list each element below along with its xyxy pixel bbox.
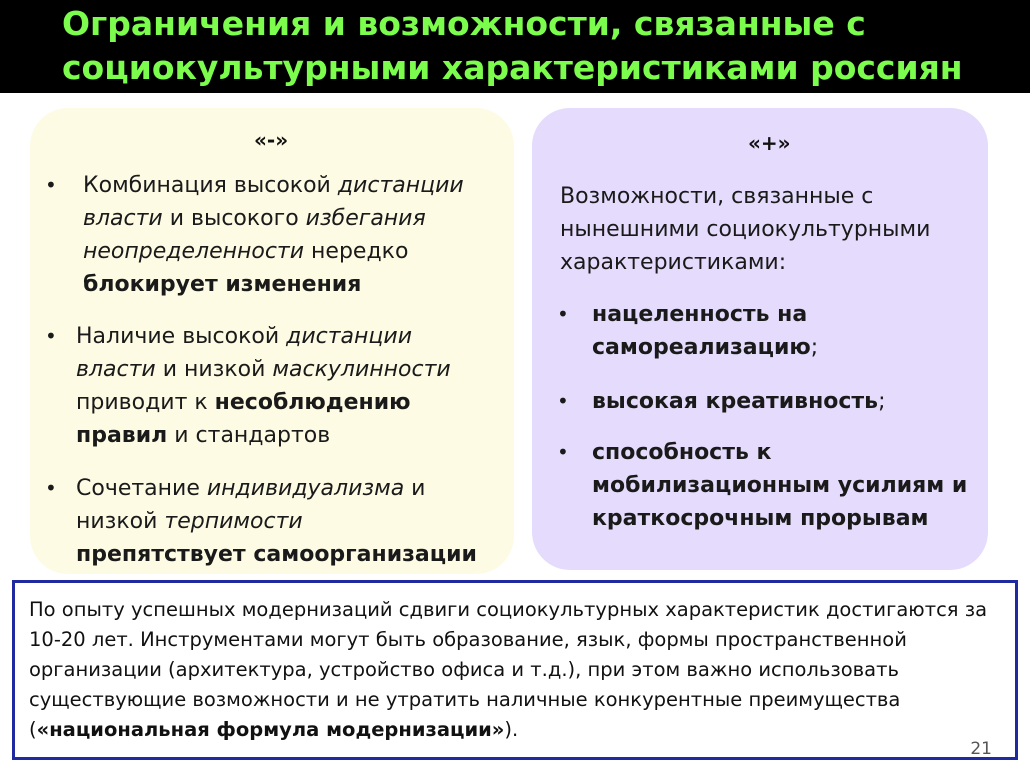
- negatives-heading: «-»: [254, 128, 289, 152]
- slide-title-line2: социокультурными характеристиками россиян: [62, 48, 963, 87]
- bullet-icon: •: [45, 173, 57, 197]
- bullet-icon: •: [557, 440, 569, 464]
- conclusion-text: По опыту успешных модернизаций сдвиги социокультурных характеристик достигаются за 10-20 лет. Инструментами могут быть образование, язык, формы пространственной организации (архитектура, устройство офиса и т.д.), при этом важно использовать существующие возможности и не утратить наличные конкурентные преимущества («национальная формула модернизации»).: [29, 598, 988, 741]
- bullet-icon: •: [557, 389, 569, 413]
- bullet-icon: •: [557, 302, 569, 326]
- title-bar: [0, 0, 1030, 93]
- conclusion-box: [12, 580, 1018, 760]
- positives-intro: Возможности, связанные с нынешними социокультурными характеристиками:: [560, 184, 931, 275]
- slide-title-line1: Ограничения и возможности, связанные с: [62, 4, 866, 43]
- positives-heading: «+»: [748, 131, 791, 155]
- bullet-icon: •: [45, 324, 57, 348]
- bullet-icon: •: [45, 476, 57, 500]
- page-number: 21: [970, 739, 992, 759]
- slide-title: [62, 2, 1022, 90]
